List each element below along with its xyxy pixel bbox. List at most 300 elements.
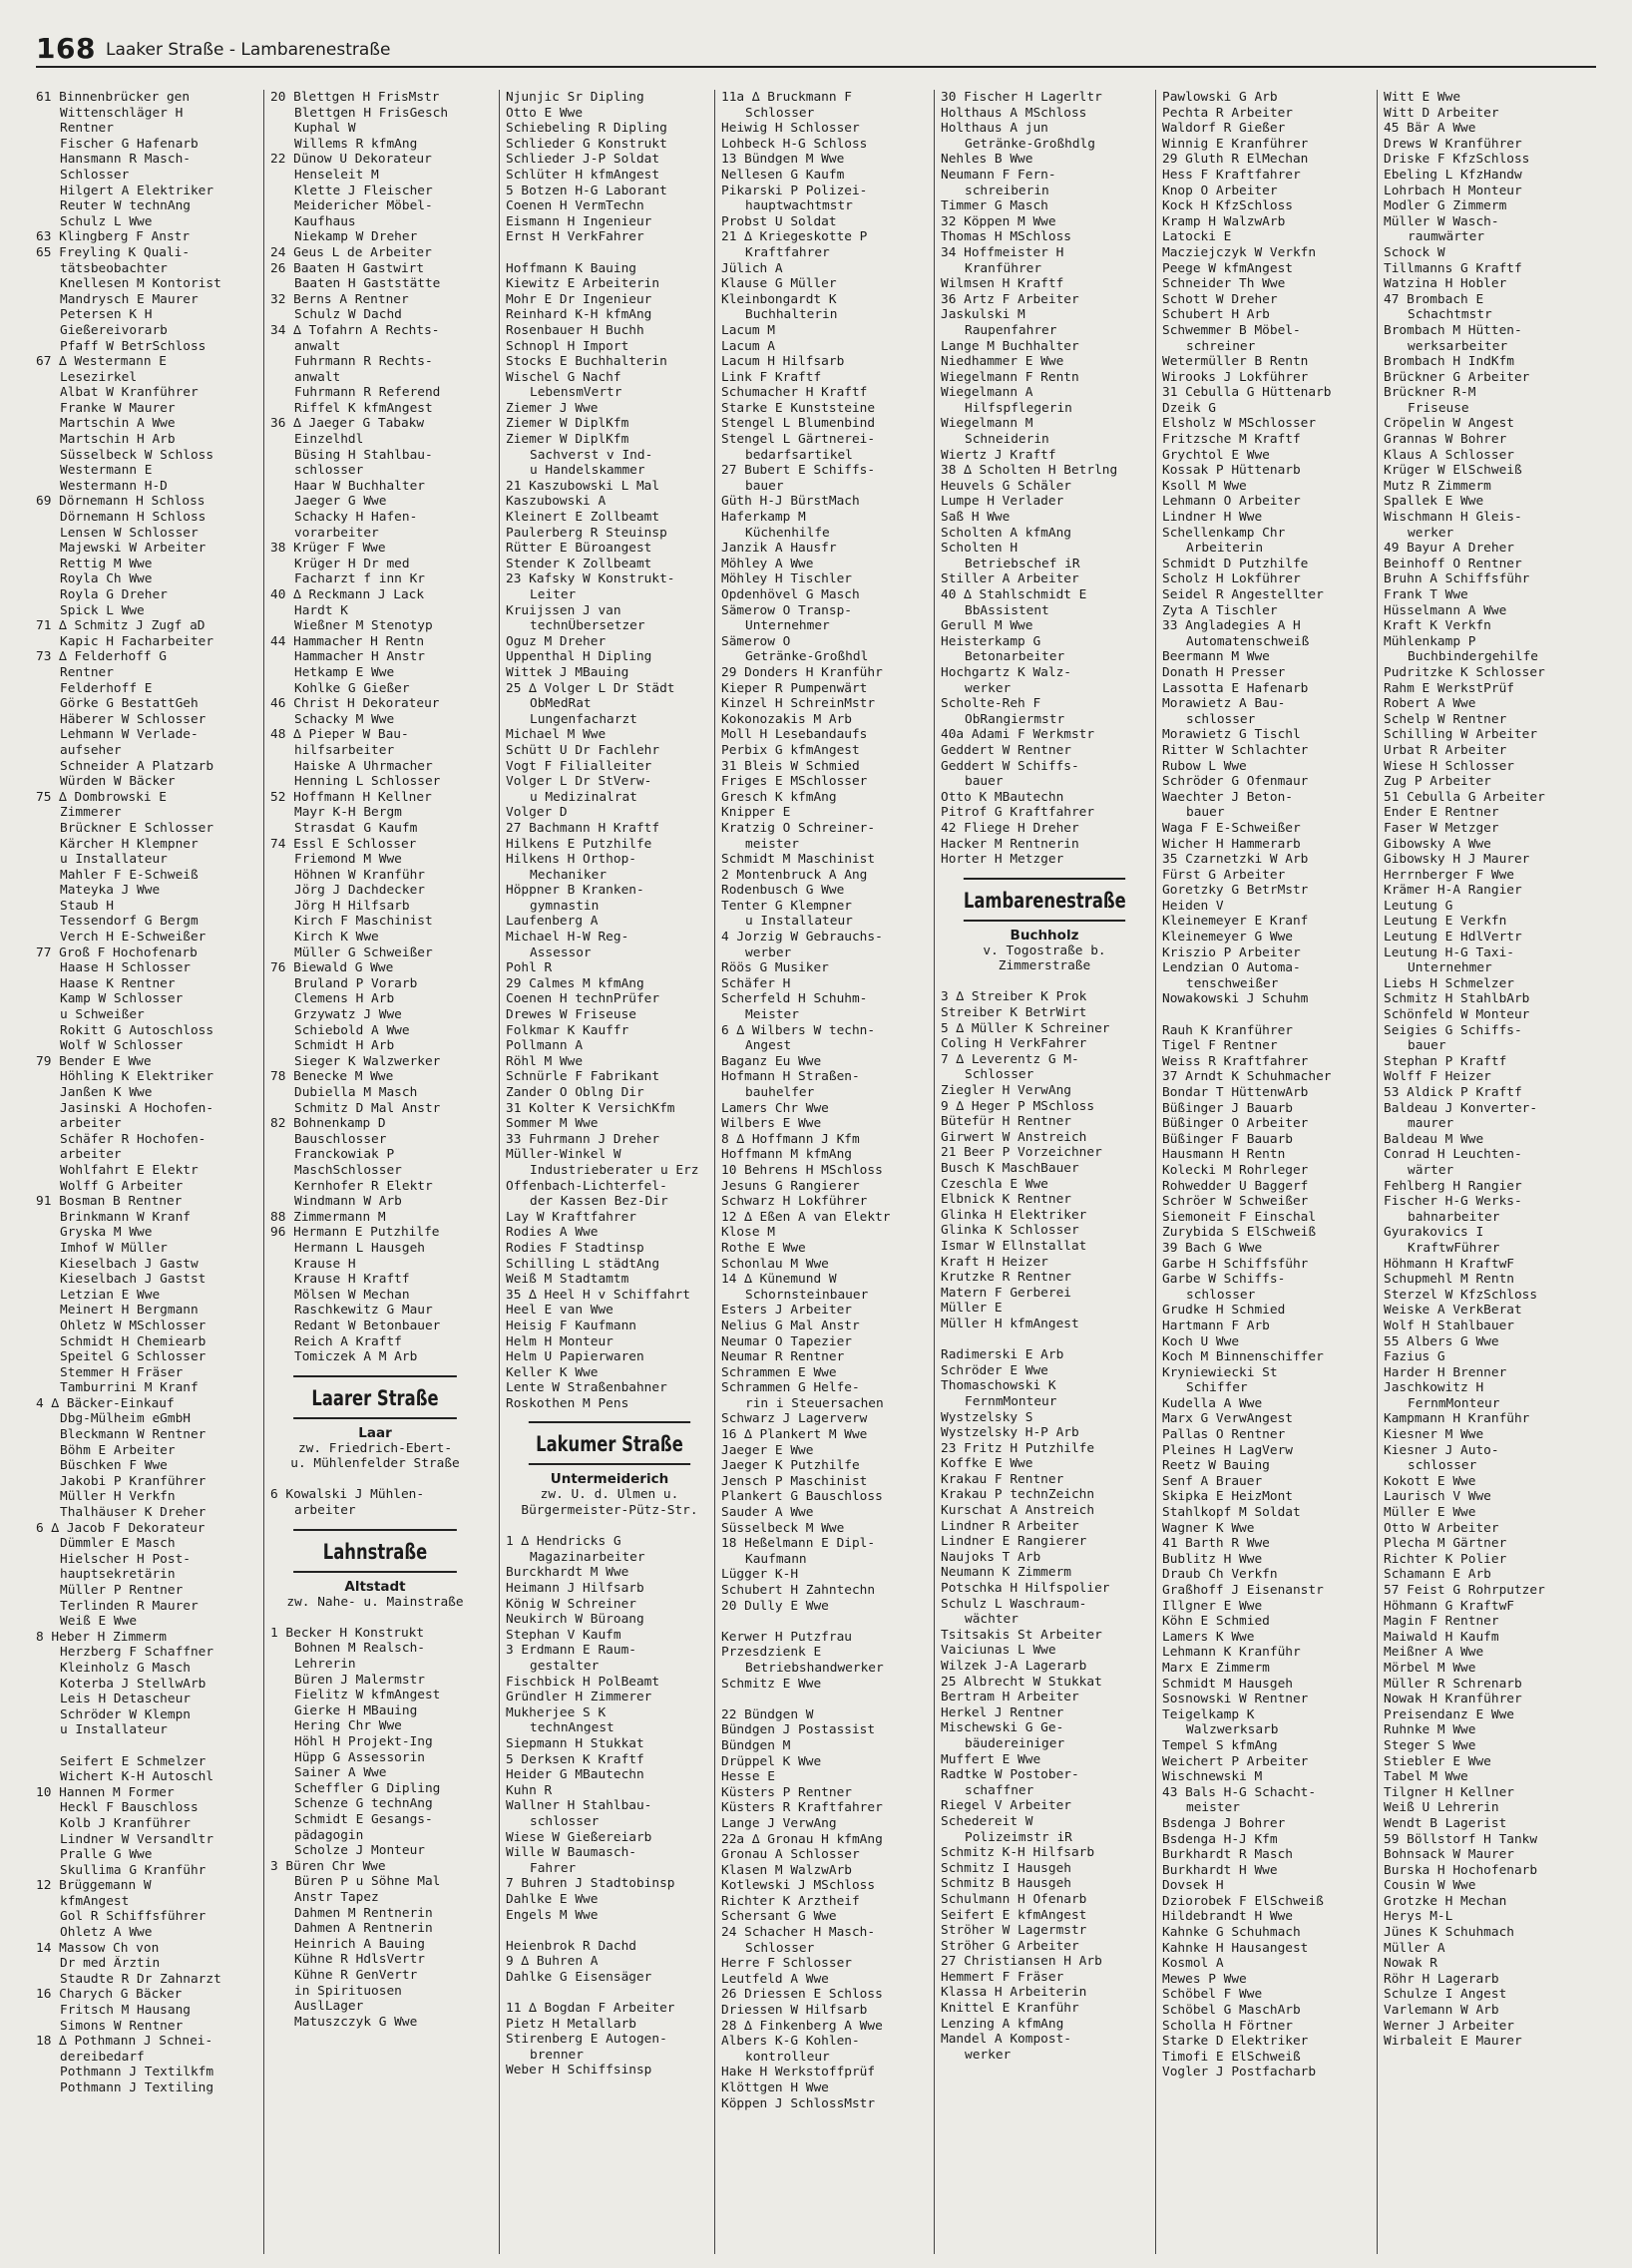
directory-entry: Brückner R-M (1384, 385, 1476, 401)
directory-entry: Schönfeld W Monteur (1384, 1007, 1530, 1023)
directory-entry: 63 Klingberg F Anstr (36, 229, 191, 245)
directory-entry: Stephan V Kaufm (506, 1627, 621, 1643)
directory-entry: Rettig M Wwe (60, 556, 153, 571)
directory-entry: Preisendanz E Wwe (1384, 1706, 1514, 1722)
directory-entry: Pollmann A (506, 1038, 584, 1054)
directory-entry: Zyta A Tischler (1162, 602, 1278, 618)
directory-entry: Wirbaleit E Maurer (1384, 2034, 1522, 2050)
directory-entry: 5 ∆ Müller K Schreiner (941, 1020, 1110, 1036)
directory-entry: Möhley H Tischler (721, 571, 852, 587)
directory-entry: Lange J VerwAng (721, 1815, 837, 1831)
directory-entry: 44 Hammacher H Rentn (270, 633, 425, 649)
directory-entry: arbeiter (60, 1116, 122, 1132)
directory-entry: bauer (1186, 805, 1225, 821)
directory-entry: kontrolleur (745, 2049, 830, 2065)
directory-entry: hilfsarbeiter (294, 742, 395, 758)
directory-entry: 10 Hannen M Former (36, 1784, 175, 1800)
directory-entry: Leutfeld A Wwe (721, 1971, 829, 1987)
directory-entry: Kurschat A Anstreich (941, 1503, 1095, 1519)
directory-entry: Röös G Musiker (721, 960, 829, 976)
directory-entry: Paulerberg R Steuinsp (506, 525, 667, 541)
directory-entry: Kahnke G Schuhmach (1162, 1925, 1301, 1941)
directory-entry: Hausmann H Rentn (1162, 1147, 1286, 1163)
directory-entry (36, 1738, 251, 1754)
directory-entry: Richter K Polier (1384, 1551, 1507, 1567)
directory-entry: Reinhard K-H kfmAng (506, 307, 652, 323)
directory-entry: Neumar R Rentner (721, 1349, 845, 1365)
directory-entry: Güth H-J BürstMach (721, 494, 860, 510)
directory-entry: Assessor (530, 945, 592, 960)
directory-entry: Möhley A Wwe (721, 556, 814, 571)
directory-entry: Winnig E Kranführer (1162, 136, 1309, 152)
directory-entry: Schnürle F Fabrikant (506, 1069, 660, 1085)
directory-entry (721, 1692, 929, 1707)
directory-entry: u Installateur (60, 1722, 168, 1738)
directory-entry: Höhmann H KraftwF (1384, 1256, 1514, 1272)
directory-entry: Krutzke R Rentner (941, 1270, 1071, 1286)
directory-entry: 18 Heßelmann E Dipl- (721, 1536, 876, 1552)
directory-entry: Schröder G Ofenmaur (1162, 774, 1309, 790)
directory-entry: Dziorobek F ElSchweiß (1162, 1893, 1324, 1909)
street-route: Bürgermeister-Pütz-Str. (521, 1503, 698, 1519)
directory-entry: Steger S Wwe (1384, 1737, 1476, 1753)
directory-entry: Klöttgen H Wwe (721, 2080, 829, 2095)
directory-entry: Leiter (530, 587, 577, 602)
directory-entry: 55 Albers G Wwe (1384, 1333, 1499, 1349)
directory-entry: Wystzelsky H-P Arb (941, 1425, 1079, 1441)
directory-entry: Knittel E Kranführ (941, 2001, 1079, 2017)
directory-entry: Royla G Dreher (60, 587, 168, 602)
directory-entry: 21 Kaszubowski L Mal (506, 478, 660, 494)
directory-entry: Schelp W Rentner (1384, 711, 1507, 727)
directory-entry: Scholten H (941, 541, 1019, 557)
directory-entry: Kühne R HdlsVertr (294, 1952, 425, 1968)
directory-entry: Röhr H Lagerarb (1384, 1971, 1499, 1987)
directory-entry: anwalt (294, 338, 341, 354)
directory-entry: Busch K MaschBauer (941, 1161, 1079, 1176)
directory-entry: Wischel G Nachf (506, 369, 621, 385)
directory-entry: Schlieder J-P Soldat (506, 152, 660, 168)
directory-entry: Rauh K Kranführer (1162, 1022, 1293, 1038)
directory-entry: 22 Bündgen W (721, 1706, 814, 1722)
directory-entry: 73 ∆ Felderhoff G (36, 649, 167, 665)
directory-entry: Büsing H Stahlbau- (294, 447, 433, 463)
directory-entry: Grudke H Schmied (1162, 1303, 1286, 1319)
district-name: Buchholz (1010, 927, 1079, 944)
directory-entry: Betriebschef iR (965, 556, 1080, 571)
directory-entry: Schmitz I Hausgeh (941, 1860, 1071, 1876)
directory-entry: Hoffmann M kfmAng (721, 1147, 852, 1163)
directory-entry: Fahrer (530, 1860, 577, 1876)
directory-entry: Dzeik G (1162, 400, 1216, 416)
directory-entry: Sämerow O (721, 633, 791, 649)
directory-entry: Wetermüller B Rentn (1162, 354, 1309, 370)
directory-entry: 29 Calmes M kfmAng (506, 975, 644, 991)
directory-entry: Wagner K Wwe (1162, 1520, 1255, 1536)
directory-entry: dereibedarf (60, 2049, 145, 2065)
directory-entry: 35 ∆ Heel H v Schiffahrt (506, 1287, 690, 1303)
directory-entry: in Spirituosen (294, 1983, 402, 1999)
directory-entry: Schmitz B Hausgeh (941, 1876, 1071, 1892)
directory-entry: Fazius G (1384, 1349, 1445, 1365)
directory-entry: vorarbeiter (294, 525, 379, 541)
directory-entry: Schulz L Waschraum- (941, 1596, 1087, 1612)
directory-entry: Bütefür H Rentner (941, 1114, 1071, 1130)
directory-entry: Nowak H Kranführer (1384, 1692, 1522, 1707)
directory-entry: Modler G Zimmerm (1384, 198, 1507, 214)
directory-entry: bauer (745, 478, 784, 494)
directory-entry: Schäfer H (721, 975, 791, 991)
directory-entry: Görke G BestattGeh (60, 696, 199, 712)
directory-column-3 (499, 90, 713, 2254)
directory-entry: Stiller A Arbeiter (941, 571, 1079, 587)
directory-entry: Dubiella M Masch (294, 1085, 418, 1100)
directory-entry: Rütter E Büroangest (506, 541, 652, 557)
district-name: Untermeiderich (550, 1471, 669, 1488)
directory-entry: Dahlke G Eisensäger (506, 1969, 652, 1985)
directory-column-6 (1155, 90, 1372, 2254)
directory-entry: Lehmann O Arbeiter (1162, 494, 1301, 510)
directory-entry: Schrammen G Helfe- (721, 1380, 860, 1396)
directory-entry: arbeiter (60, 1147, 122, 1163)
directory-entry: Ziegler H VerwAng (941, 1083, 1071, 1099)
directory-entry: Büschken F Wwe (60, 1458, 168, 1474)
directory-entry: Hetkamp E Wwe (294, 664, 395, 680)
directory-entry: Nowak R (1384, 1956, 1437, 1972)
directory-entry: Kryniewiecki St (1162, 1364, 1278, 1380)
directory-entry: Kruijssen J van (506, 602, 621, 618)
directory-entry: Zurybida S ElSchweiß (1162, 1225, 1317, 1241)
directory-entry: Kuphal W (294, 121, 356, 137)
directory-entry: Koterba J StellwArb (60, 1676, 206, 1692)
directory-entry: Schnopl H Import (506, 338, 629, 354)
directory-entry: Koch U Wwe (1162, 1333, 1240, 1349)
directory-entry: Jaeger G Wwe (294, 494, 387, 510)
directory-entry: Kamp W Schlosser (60, 991, 184, 1007)
directory-entry: Grannas W Bohrer (1384, 432, 1507, 448)
directory-entry: Morawietz G Tischl (1162, 727, 1301, 743)
directory-entry (270, 1610, 480, 1626)
directory-entry: Roskothen M Pens (506, 1395, 629, 1411)
directory-entry: Schneider Th Wwe (1162, 276, 1286, 292)
directory-entry: Tilgner H Kellner (1384, 1784, 1514, 1800)
directory-entry: Thomas H MSchloss (941, 229, 1071, 245)
directory-entry: Hess F Kraftfahrer (1162, 167, 1301, 183)
directory-entry: Rentner (60, 664, 114, 680)
directory-entry: tenschweißer (1186, 975, 1279, 991)
district-name: Altstadt (344, 1578, 406, 1595)
directory-entry: Raupenfahrer (965, 322, 1057, 338)
directory-entry: Schlieder G Konstrukt (506, 136, 667, 152)
directory-entry: Bauschlosser (294, 1131, 387, 1147)
directory-entry: schaffner (965, 1782, 1034, 1798)
directory-entry: Tenter G Klempner (721, 898, 852, 914)
directory-entry: Riffel K kfmAngest (294, 400, 433, 416)
directory-entry: Sosnowski W Rentner (1162, 1692, 1309, 1707)
directory-entry: Teigelkamp K (1162, 1706, 1255, 1722)
directory-entry: Leis H Detascheur (60, 1692, 191, 1707)
directory-entry: 45 Bär A Wwe (1384, 121, 1476, 137)
directory-entry: Naujoks T Arb (941, 1549, 1041, 1565)
directory-entry: Lumpe H Verlader (941, 494, 1064, 510)
directory-entry: 76 Biewald G Wwe (270, 960, 394, 976)
directory-entry: Lindner H Wwe (1162, 510, 1263, 526)
directory-entry: Hemmert F Fräser (941, 1969, 1064, 1985)
directory-entry: Baganz Eu Wwe (721, 1053, 822, 1069)
directory-entry: Kraft H Heizer (941, 1254, 1048, 1270)
directory-entry: Herrnberger F Wwe (1384, 867, 1514, 883)
directory-entry: Dörnemann H Schloss (60, 510, 206, 526)
directory-entry: Sachverst v Ind- (530, 447, 653, 463)
directory-entry: Burckhardt M Wwe (506, 1565, 629, 1581)
directory-entry: Knellesen M Kontorist (60, 276, 221, 292)
directory-entry: Gründler H Zimmerer (506, 1690, 652, 1705)
directory-entry: 24 Geus L de Arbeiter (270, 244, 432, 260)
directory-entry: Pleines H LagVerw (1162, 1442, 1293, 1458)
directory-entry: Westermann E (60, 463, 153, 479)
directory-entry: Schneiderin (965, 432, 1049, 448)
directory-entry: 1 Becker H Konstrukt (270, 1625, 425, 1641)
directory-entry: bauer (965, 774, 1004, 790)
directory-entry: Schiebold A Wwe (294, 1022, 410, 1038)
directory-entry: Lay W Kraftfahrer (506, 1209, 636, 1225)
directory-entry: Spick L Wwe (60, 602, 145, 618)
directory-entry: Siepmann H Stukkat (506, 1735, 644, 1751)
directory-entry: Niekamp W Dreher (294, 229, 418, 245)
directory-entry: Gyurakovics I (1384, 1225, 1484, 1241)
directory-entry: Stiebler E Wwe (1384, 1753, 1491, 1769)
directory-entry: Kapic H Facharbeiter (60, 633, 214, 649)
directory-entry (721, 1614, 929, 1630)
directory-entry: Anstr Tapez (294, 1889, 379, 1905)
directory-entry: Wilzek J-A Lagerarb (941, 1659, 1087, 1674)
directory-entry: technÜbersetzer (530, 618, 645, 634)
directory-entry: Kühne R GenVertr (294, 1967, 418, 1983)
directory-entry: Magin F Rentner (1384, 1614, 1499, 1630)
directory-entry: 24 Schacher H Masch- (721, 1925, 876, 1941)
directory-entry: Schrammen E Wwe (721, 1364, 837, 1380)
directory-entry: Walzwerksarb (1186, 1722, 1279, 1738)
directory-entry: Skullima G Kranführ (60, 1862, 206, 1878)
directory-entry: Hildebrandt H Wwe (1162, 1909, 1293, 1925)
directory-entry: Angest (745, 1038, 792, 1054)
directory-entry: Lesezirkel (60, 369, 138, 385)
directory-entry: Royla Ch Wwe (60, 571, 153, 587)
street-heading: Lakumer Straße (529, 1421, 690, 1465)
directory-entry: Jakobi P Kranführer (60, 1473, 206, 1489)
directory-entry: 53 Aldick P Kraftf (1384, 1085, 1522, 1100)
directory-entry: Janßen K Wwe (60, 1085, 153, 1100)
directory-entry: Nellesen G Kaufm (721, 167, 845, 183)
directory-entry: Baaten H Gaststätte (294, 276, 441, 292)
directory-entry: Schlosser (745, 105, 815, 121)
directory-entry: Grzywatz J Wwe (294, 1007, 402, 1023)
directory-entry: Wolf W Schlosser (60, 1038, 184, 1054)
directory-entry: Herzberg F Schaffner (60, 1645, 214, 1661)
directory-entry: 22a ∆ Gronau H kfmAng (721, 1831, 883, 1847)
directory-entry: Rosenbauer H Buchh (506, 322, 644, 338)
directory-entry: hauptwachtmstr (745, 198, 853, 214)
directory-entry: Lacum A (721, 338, 775, 354)
directory-entry: Süsselbeck M Wwe (721, 1520, 845, 1536)
directory-entry: Morawietz A Bau- (1162, 696, 1286, 712)
directory-entry: Wilmsen H Kraftf (941, 276, 1064, 292)
directory-entry: Fischbick H PolBeamt (506, 1674, 660, 1690)
directory-entry: Süsselbeck W Schloss (60, 447, 214, 463)
directory-entry: 31 Bleis W Schmied (721, 758, 860, 774)
directory-entry: Klause G Müller (721, 276, 837, 292)
directory-entry: Wießner M Stenotyp (294, 618, 433, 634)
directory-entry: Eismann H Ingenieur (506, 213, 652, 229)
directory-entry (506, 245, 713, 261)
directory-entry: Tillmanns G Kraftf (1384, 260, 1522, 276)
directory-entry: raumwärter (1408, 229, 1485, 245)
directory-entry: Mischewski G Ge- (941, 1720, 1064, 1736)
directory-entry: 26 Driessen E Schloss (721, 1987, 883, 2003)
directory-entry: Müller H kfmAngest (941, 1316, 1079, 1331)
directory-entry: Kieselbach J Gastst (60, 1272, 206, 1288)
directory-entry: Schmitz E Wwe (721, 1676, 822, 1692)
directory-entry: Drüppel K Wwe (721, 1753, 822, 1769)
directory-entry: Hardt K (294, 602, 348, 618)
directory-entry: Hilfspflegerin (965, 400, 1072, 416)
directory-entry: Schmidt H Chemiearb (60, 1333, 206, 1349)
directory-entry: Schubert H Arb (1162, 307, 1270, 323)
directory-entry: FernmMonteur (1408, 1395, 1500, 1411)
directory-entry: Höhling K Elektriker (60, 1069, 214, 1085)
directory-entry: Majewski W Arbeiter (60, 541, 206, 557)
directory-entry: 28 ∆ Finkenberg A Wwe (721, 2018, 883, 2034)
directory-entry: 2 Montenbruck A Ang (721, 867, 868, 883)
directory-entry: arbeiter (294, 1503, 356, 1519)
directory-entry: Rentner (60, 121, 114, 137)
directory-entry: Ernst H VerkFahrer (506, 229, 644, 245)
directory-entry: Brückner E Schlosser (60, 820, 214, 836)
directory-entry: Schmitz K-H Hilfsarb (941, 1845, 1095, 1861)
directory-entry: Przesdzienk E (721, 1645, 822, 1661)
directory-entry: schreiner (1186, 338, 1256, 354)
directory-entry: Müller E Wwe (1384, 1505, 1476, 1521)
directory-entry: 48 ∆ Pieper W Bau- (270, 727, 409, 743)
directory-entry: Liebs H Schmelzer (1384, 975, 1514, 991)
directory-entry: 34 ∆ Tofahrn A Rechts- (270, 322, 440, 338)
directory-entry: 7 ∆ Leverentz G M- (941, 1051, 1079, 1067)
directory-entry: Facharzt f inn Kr (294, 571, 425, 587)
directory-entry: 77 Groß F Hochofenarb (36, 945, 198, 960)
directory-entry: 71 ∆ Schmitz J Zugf aD (36, 618, 205, 634)
directory-entry: Coenen H technPrüfer (506, 991, 660, 1007)
directory-entry: 74 Essl E Schlosser (270, 836, 417, 852)
directory-entry: Herkel J Rentner (941, 1704, 1064, 1720)
directory-entry: Schmitz D Mal Anstr (294, 1100, 441, 1116)
directory-entry: Otto W Arbeiter (1384, 1520, 1499, 1536)
directory-entry: Krause H Kraftf (294, 1272, 410, 1288)
directory-entry: werker (965, 2047, 1012, 2063)
directory-entry: Mohr E Dr Ingenieur (506, 291, 652, 307)
directory-entry: Sterzel W KfzSchloss (1384, 1287, 1538, 1303)
street-heading: Lambarenestraße (964, 878, 1125, 922)
directory-entry: Hofmann H Straßen- (721, 1069, 860, 1085)
directory-entry: Höhmann G KraftwF (1384, 1598, 1514, 1614)
directory-entry: Sainer A Wwe (294, 1765, 387, 1781)
directory-entry: 51 Cebulla G Arbeiter (1384, 789, 1545, 805)
directory-entry: Helm H Monteur (506, 1333, 613, 1349)
directory-entry: Faser W Metzger (1384, 820, 1499, 836)
directory-entry: 46 Christ H Dekorateur (270, 696, 440, 712)
directory-entry: Zander O Oblng Dir (506, 1085, 644, 1100)
directory-entry: Dümmler E Masch (60, 1536, 176, 1552)
directory-entry: Henseleit M (294, 167, 379, 183)
directory-entry: Franckowiak P (294, 1147, 395, 1163)
directory-entry: Graßhoff J Eisenanstr (1162, 1583, 1324, 1598)
directory-entry: Keller K Wwe (506, 1364, 599, 1380)
directory-entry: Schlüter H kfmAngest (506, 167, 660, 183)
directory-entry: Weiß E Wwe (60, 1614, 138, 1630)
directory-entry: bahnarbeiter (1408, 1209, 1500, 1225)
directory-entry: Reuter W technAng (60, 198, 191, 214)
directory-entry: Lacum H Hilfsarb (721, 354, 845, 370)
directory-entry (506, 1985, 713, 2001)
directory-entry: Schulmann H Ofenarb (941, 1891, 1087, 1907)
directory-entry: Ohletz A Wwe (60, 1925, 153, 1941)
directory-entry: Mateyka J Wwe (60, 883, 161, 899)
directory-entry: Neumar O Tapezier (721, 1333, 852, 1349)
directory-entry: Raschkewitz G Maur (294, 1303, 433, 1319)
directory-entry: Ruhnke M Wwe (1384, 1722, 1476, 1738)
directory-entry: 3 Büren Chr Wwe (270, 1858, 386, 1874)
directory-entry: Rodenbusch G Wwe (721, 883, 845, 899)
directory-entry: Brombach M Hütten- (1384, 322, 1522, 338)
directory-entry: Kiesner M Wwe (1384, 1427, 1484, 1443)
directory-entry: Moll H Lesebandaufs (721, 727, 868, 743)
directory-entry: Glinka H Elektriker (941, 1207, 1087, 1223)
directory-entry: Weichert P Arbeiter (1162, 1753, 1309, 1769)
directory-entry: 35 Czarnetzki W Arb (1162, 852, 1309, 868)
directory-entry: 12 ∆ Eßen A van Elektr (721, 1209, 891, 1225)
directory-entry: 18 ∆ Pothmann J Schnei- (36, 2034, 213, 2050)
directory-entry: Kock H KfzSchloss (1162, 198, 1293, 214)
directory-entry: Plankert G Bauschloss (721, 1489, 883, 1505)
directory-entry: Stengel L Gärtnerei- (721, 432, 876, 448)
directory-entry: Rubow L Wwe (1162, 758, 1247, 774)
directory-entry: Jasinski A Hochofen- (60, 1100, 214, 1116)
directory-entry: 38 Krüger F Wwe (270, 541, 386, 557)
directory-entry: Stender K Zollbeamt (506, 556, 652, 571)
directory-entry: Muffert E Wwe (941, 1751, 1041, 1767)
directory-entry: Senf A Brauer (1162, 1473, 1263, 1489)
directory-entry: Henning L Schlosser (294, 774, 441, 790)
directory-entry: Kohlke G Gießer (294, 680, 410, 696)
directory-entry: 59 Böllstorf H Tankw (1384, 1831, 1538, 1847)
directory-entry: Kaszubowski A (506, 494, 607, 510)
directory-entry: Kerwer H Putzfrau (721, 1629, 852, 1645)
directory-entry: Bohnsack W Maurer (1384, 1847, 1514, 1863)
directory-entry: Hering Chr Wwe (294, 1718, 402, 1734)
directory-entry: Hansmann R Masch- (60, 152, 191, 168)
directory-entry: Küsters P Rentner (721, 1784, 852, 1800)
directory-entry: Schmitz H StahlbArb (1384, 991, 1530, 1007)
directory-entry: Koffke E Wwe (941, 1456, 1033, 1472)
directory-entry: Buchbindergehilfe (1408, 649, 1538, 665)
directory-entry: Haferkamp M (721, 510, 806, 526)
directory-entry: Knop O Arbeiter (1162, 183, 1278, 198)
directory-entry: 39 Bach G Wwe (1162, 1240, 1263, 1256)
directory-entry: Blettgen H FrisGesch (294, 105, 449, 121)
directory-entry: Kokott E Wwe (1384, 1473, 1476, 1489)
directory-entry: Hüsselmann A Wwe (1384, 602, 1507, 618)
directory-entry: Heel E van Wwe (506, 1303, 613, 1319)
directory-entry: Hilkens H Orthop- (506, 852, 636, 868)
